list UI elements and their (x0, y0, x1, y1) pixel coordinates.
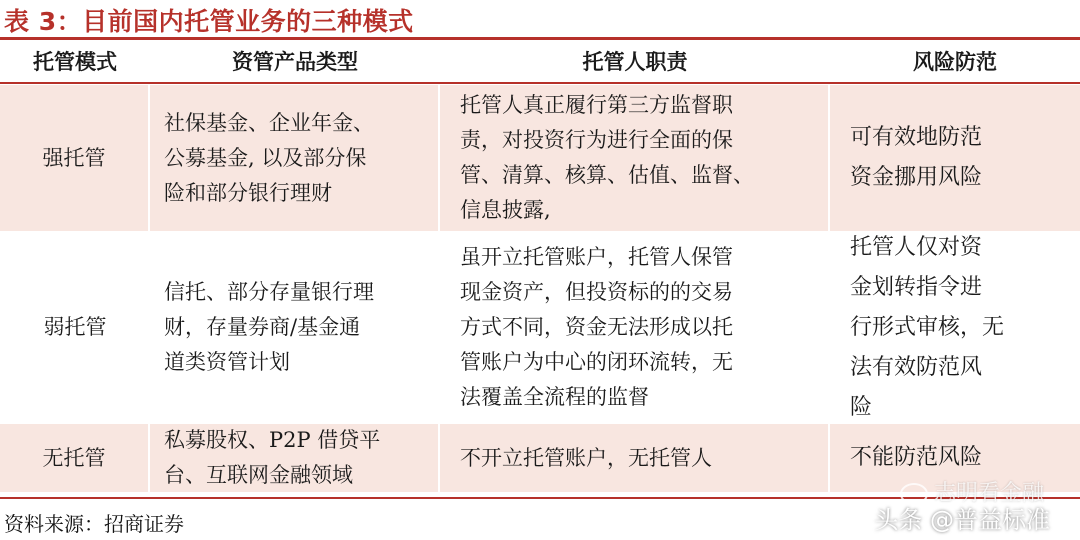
header-risk: 风险防范 (913, 48, 997, 74)
duties-line: 现金资产，但投资标的的交易 (460, 280, 733, 304)
mode-text: 无托管 (42, 445, 106, 470)
duties-line: 信息披露, (460, 198, 551, 222)
mode-text: 弱托管 (43, 315, 107, 339)
risk-line: 托管人仅对资 (850, 234, 983, 260)
duties-line: 虽开立托管账户，托管人保管 (460, 245, 733, 269)
risk-line: 不能防范风险 (850, 445, 983, 470)
risk-line: 金划转指令进 (850, 274, 983, 300)
mode-cell (0, 231, 150, 424)
products-line: 信托、部分存量银行理 (164, 280, 374, 304)
risk-line: 法有效防范风 (850, 354, 983, 380)
risk-cell (830, 85, 1080, 231)
credit-label: 头条 @普益标准 (874, 506, 1050, 534)
header-products: 资管产品类型 (232, 48, 358, 74)
mode-cell (0, 85, 150, 231)
products-line: 私募股权、P2P 借贷平 (164, 428, 381, 452)
table-row (0, 231, 1080, 424)
modes-table (0, 40, 1080, 492)
duties-line: 管账户为中心的闭环流转，无 (460, 350, 733, 374)
duties-line: 责，对投资行为进行全面的保 (460, 128, 733, 152)
duties-line: 方式不同，资金无法形成以托 (460, 315, 733, 339)
duties-cell (440, 231, 830, 424)
products-line: 道类资管计划 (164, 350, 290, 374)
risk-line: 可有效地防范 (850, 125, 983, 150)
duties-line: 法覆盖全流程的监督 (460, 385, 649, 409)
products-line: 台、互联网金融领域 (164, 463, 353, 487)
duties-cell (440, 424, 830, 492)
risk-line: 险 (850, 394, 873, 420)
duties-line: 管、清算、核算、估值、监督、 (460, 163, 754, 187)
duties-cell (440, 85, 830, 231)
mode-cell (0, 424, 150, 492)
products-line: 险和部分银行理财 (164, 180, 332, 205)
products-cell (150, 85, 440, 231)
products-line: 社保基金、企业年金、 (164, 110, 374, 135)
duties-line: 托管人真正履行第三方监督职 (460, 93, 733, 117)
header-rule (0, 82, 1080, 84)
header-duties: 托管人职责 (582, 48, 688, 74)
watermark-text: 志明看金融 (933, 481, 1044, 506)
duties-line: 不开立托管账户，无托管人 (460, 445, 712, 470)
risk-line: 行形式审核，无 (850, 314, 1005, 340)
header-mode: 托管模式 (33, 48, 117, 74)
table-row (0, 85, 1080, 231)
risk-cell (830, 231, 1080, 424)
products-line: 公募基金, 以及部分保 (164, 145, 367, 170)
header-row (0, 40, 1080, 82)
products-line: 财，存量券商/基金通 (164, 315, 361, 339)
risk-line: 资金挪用风险 (850, 165, 983, 190)
products-cell (150, 231, 440, 424)
mode-text: 强托管 (42, 145, 106, 170)
source-note: 资料来源：招商证券 (4, 512, 184, 536)
table-title: 表 3：目前国内托管业务的三种模式 (4, 7, 414, 36)
products-cell (150, 424, 440, 492)
